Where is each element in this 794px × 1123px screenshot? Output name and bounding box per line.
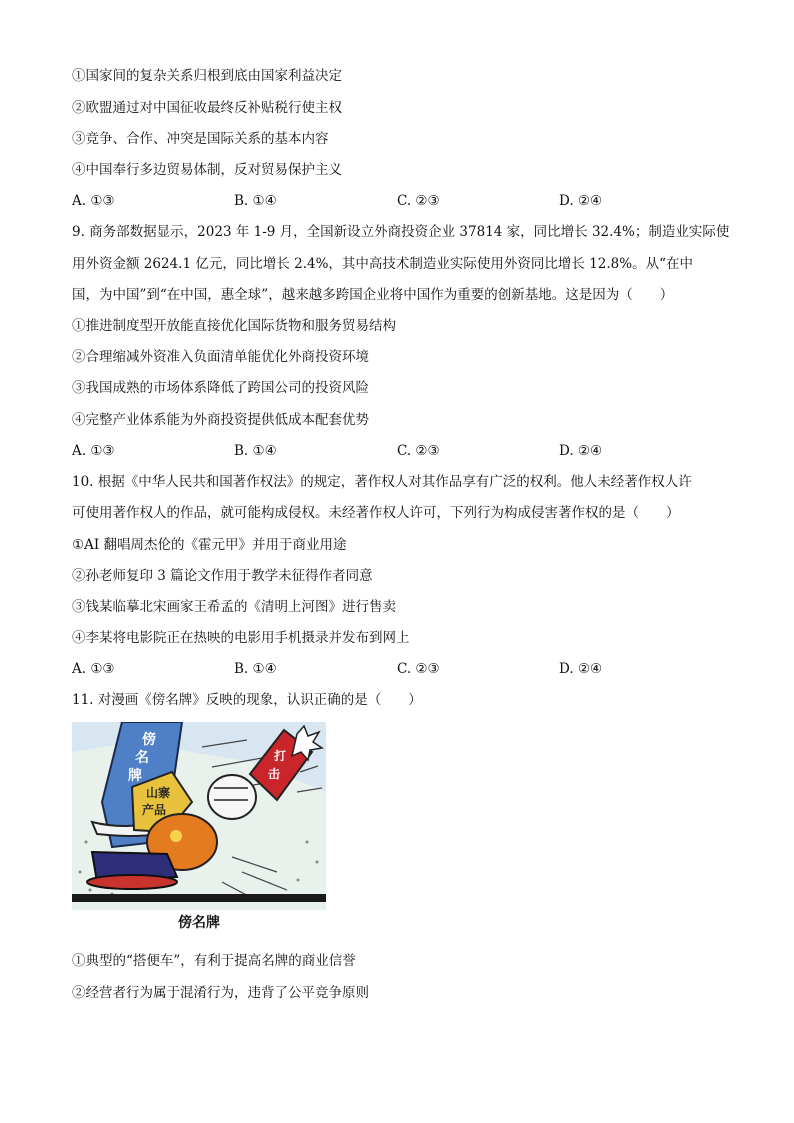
cartoon-leg-label-3: 牌 — [128, 768, 142, 784]
q9-statement-1: ①推进制度型开放能直接优化国际货物和服务贸易结构 — [72, 318, 396, 334]
q10-stem-line-2: 可使用著作权人的作品，就可能构成侵权。未经著作权人许可，下列行为构成侵害著作权的是（ ） — [72, 505, 680, 521]
q9-stem-line-3: 国，为中国”到“在中国，惠全球”，越来越多跨国企业将中国作为重要的创新基地。这是因为（ ） — [72, 287, 674, 303]
q9-statement-3: ③我国成熟的市场体系降低了跨国公司的投资风险 — [72, 380, 369, 396]
q9-stem-line-2: 用外资金额 2624.1 亿元，同比增长 2.4%，其中高技术制造业实际使用外资同比增长 12.8%。从“在中 — [72, 256, 693, 272]
q11-stem: 11. 对漫画《傍名牌》反映的现象，认识正确的是（ ） — [72, 692, 422, 708]
q8-statement-3: ③竞争、合作、冲突是国际关系的基本内容 — [72, 131, 329, 147]
q9-option-c[interactable]: C. ②③ — [397, 443, 440, 459]
cartoon-leg-label-1: 傍 — [142, 732, 156, 748]
cartoon-bag-label-2: 产品 — [142, 803, 167, 817]
cartoon-caption: 傍名牌 — [178, 915, 220, 931]
q10-stem-line-1: 10. 根据《中华人民共和国著作权法》的规定，著作权人对其作品享有广泛的权利。他人未经著作权人许 — [72, 474, 692, 490]
cartoon-cuff-label-2: 击 — [268, 767, 281, 781]
q10-statement-4: ④李某将电影院正在热映的电影用手机摄录并发布到网上 — [72, 630, 410, 646]
q9-option-b[interactable]: B. ①④ — [234, 443, 277, 459]
q10-statement-2: ②孙老师复印 3 篇论文作用于教学未征得作者同意 — [72, 568, 373, 584]
q10-option-d[interactable]: D. ②④ — [559, 661, 603, 677]
cartoon-leg-label-2: 名 — [135, 750, 149, 766]
q8-statement-1: ①国家间的复杂关系归根到底由国家利益决定 — [72, 68, 342, 84]
cartoon-image — [72, 722, 326, 910]
q9-statement-2: ②合理缩减外资准入负面清单能优化外商投资环境 — [72, 349, 369, 365]
cartoon-cuff-label-1: 打 — [274, 749, 287, 763]
q10-statement-1: ①AI 翻唱周杰伦的《霍元甲》并用于商业用途 — [72, 537, 347, 553]
q8-option-d[interactable]: D. ②④ — [559, 193, 603, 209]
q10-statement-3: ③钱某临摹北宋画家王希孟的《清明上河图》进行售卖 — [72, 599, 396, 615]
q9-stem-line-1: 9. 商务部数据显示，2023 年 1-9 月，全国新设立外商投资企业 37814 家，同比增长 32.4%；制造业实际使 — [72, 224, 730, 240]
q8-option-a[interactable]: A. ①③ — [72, 193, 115, 209]
q10-option-a[interactable]: A. ①③ — [72, 661, 115, 677]
q10-option-b[interactable]: B. ①④ — [234, 661, 277, 677]
q8-statement-2: ②欧盟通过对中国征收最终反补贴税行使主权 — [72, 100, 342, 116]
q11-statement-2: ②经营者行为属于混淆行为，违背了公平竞争原则 — [72, 985, 369, 1001]
cartoon-bag-label-1: 山寨 — [146, 786, 171, 800]
q10-option-c[interactable]: C. ②③ — [397, 661, 440, 677]
q9-option-a[interactable]: A. ①③ — [72, 443, 115, 459]
q8-option-b[interactable]: B. ①④ — [234, 193, 277, 209]
q8-option-c[interactable]: C. ②③ — [397, 193, 440, 209]
q9-option-d[interactable]: D. ②④ — [559, 443, 603, 459]
q8-statement-4: ④中国奉行多边贸易体制，反对贸易保护主义 — [72, 162, 342, 178]
q9-statement-4: ④完整产业体系能为外商投资提供低成本配套优势 — [72, 412, 369, 428]
q11-statement-1: ①典型的“搭便车”，有利于提高名牌的商业信誉 — [72, 953, 356, 969]
